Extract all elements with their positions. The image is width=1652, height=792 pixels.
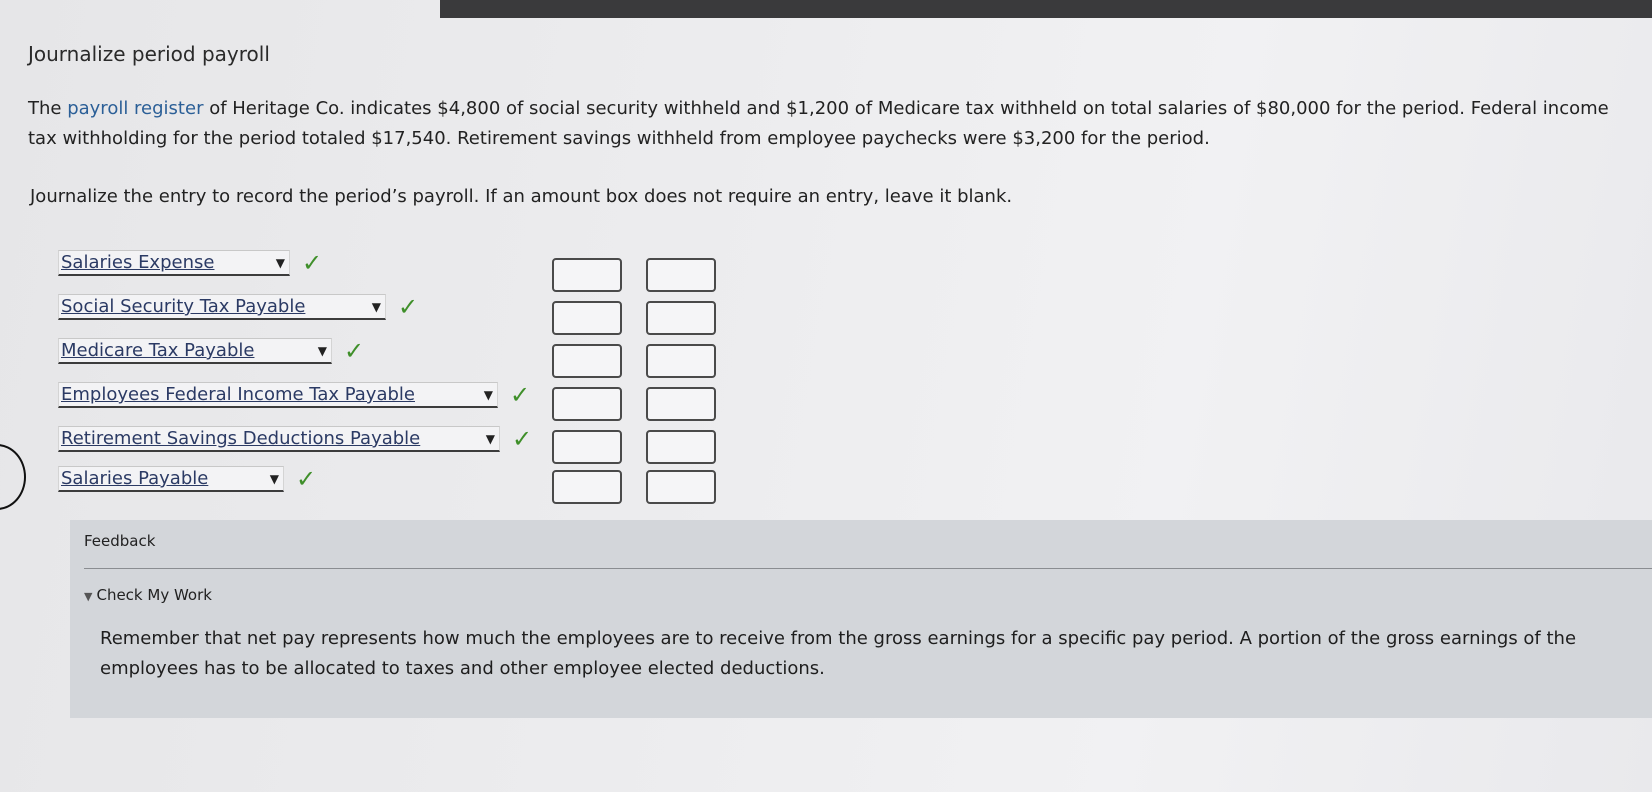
check-icon: ✓ xyxy=(296,465,317,493)
dropdown-arrow-icon: ▼ xyxy=(269,471,279,486)
problem-text xyxy=(28,94,1628,154)
cursor-circle xyxy=(0,444,26,510)
account-select-label: Retirement Savings Deductions Payable xyxy=(61,428,421,449)
journal-row xyxy=(58,380,530,410)
credit-amount-input[interactable] xyxy=(646,430,716,464)
dropdown-arrow-icon: ▼ xyxy=(317,343,327,358)
feedback-title: Feedback xyxy=(84,532,156,550)
triangle-down-icon: ▼ xyxy=(84,590,93,603)
journal-row xyxy=(58,424,532,454)
debit-amount-input[interactable] xyxy=(552,301,622,335)
feedback-panel xyxy=(70,520,1652,718)
debit-amount-input[interactable] xyxy=(552,344,622,378)
problem-lead: The xyxy=(28,98,68,119)
feedback-divider xyxy=(84,568,1652,569)
credit-amount-input[interactable] xyxy=(646,387,716,421)
credit-amount-input[interactable] xyxy=(646,258,716,292)
dropdown-arrow-icon: ▼ xyxy=(485,431,495,446)
account-select[interactable] xyxy=(58,338,332,364)
account-select[interactable] xyxy=(58,466,284,492)
dropdown-arrow-icon: ▼ xyxy=(275,255,285,270)
journal-row xyxy=(58,292,418,322)
check-icon: ✓ xyxy=(344,337,365,365)
payroll-register-link[interactable]: payroll register xyxy=(67,98,204,119)
check-icon: ✓ xyxy=(512,425,533,453)
account-select-label: Salaries Expense xyxy=(61,252,215,273)
journal-row xyxy=(58,248,322,278)
problem-rest: of Heritage Co. indicates $4,800 of social security withheld and $1,200 of Medicare tax withheld on total salaries of $80,000 for the period. Federal income tax withholding for the period totaled $17,540. Retirement savings withheld from employee paychecks were $3,200 for the period. xyxy=(28,98,1609,149)
debit-amount-input[interactable] xyxy=(552,470,622,504)
credit-amount-input[interactable] xyxy=(646,470,716,504)
account-select[interactable] xyxy=(58,250,290,276)
check-my-work-toggle[interactable] xyxy=(84,586,212,604)
account-select[interactable] xyxy=(58,382,498,408)
dropdown-arrow-icon: ▼ xyxy=(371,299,381,314)
account-select-label: Employees Federal Income Tax Payable xyxy=(61,384,415,405)
journal-row xyxy=(58,464,316,494)
journal-row xyxy=(58,336,364,366)
feedback-text: Remember that net pay represents how much the employees are to receive from the gross earnings for a specific pay period. A portion of the gross earnings of the employees has to be allocated to taxes and other employee elected deductions. xyxy=(100,628,1577,679)
check-icon: ✓ xyxy=(398,293,419,321)
account-select-label: Medicare Tax Payable xyxy=(61,340,255,361)
debit-amount-input[interactable] xyxy=(552,258,622,292)
account-select[interactable] xyxy=(58,426,500,452)
check-icon: ✓ xyxy=(302,249,323,277)
debit-amount-input[interactable] xyxy=(552,430,622,464)
debit-amount-input[interactable] xyxy=(552,387,622,421)
check-my-work-label: Check My Work xyxy=(96,586,212,604)
page-title: Journalize period payroll xyxy=(28,42,270,66)
instruction-text: Journalize the entry to record the period’s payroll. If an amount box does not require an entry, leave it blank. xyxy=(30,186,1013,207)
dropdown-arrow-icon: ▼ xyxy=(483,387,493,402)
top-bar xyxy=(440,0,1652,18)
account-select[interactable] xyxy=(58,294,386,320)
credit-amount-input[interactable] xyxy=(646,301,716,335)
account-select-label: Salaries Payable xyxy=(61,468,209,489)
check-icon: ✓ xyxy=(510,381,531,409)
account-select-label: Social Security Tax Payable xyxy=(61,296,306,317)
credit-amount-input[interactable] xyxy=(646,344,716,378)
